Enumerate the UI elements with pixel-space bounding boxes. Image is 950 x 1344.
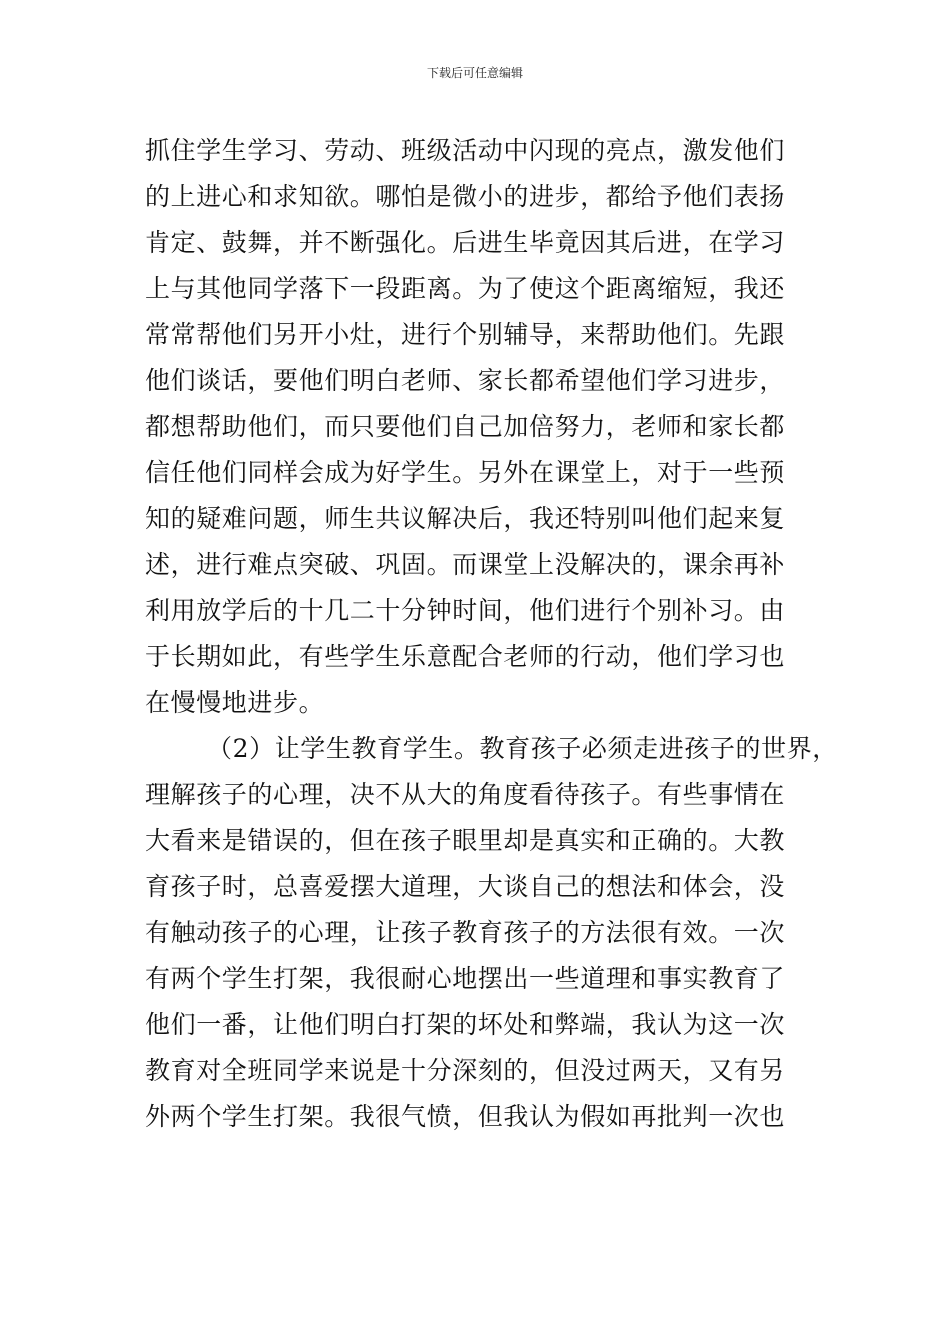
text-line: 他们一番，让他们明白打架的坏处和弊端，我认为这一次 — [145, 1010, 786, 1039]
text-line: 都想帮助他们，而只要他们自己加倍努力，老师和家长都 — [145, 412, 786, 441]
text-line: 知的疑难问题，师生共议解决后，我还特别叫他们起来复 — [145, 504, 786, 533]
text-line: 利用放学后的十几二十分钟时间，他们进行个别补习。由 — [145, 596, 786, 625]
text-line: 教育对全班同学来说是十分深刻的，但没过两天，又有另 — [145, 1056, 786, 1085]
text-line: 在慢慢地进步。 — [145, 688, 325, 717]
text-line: 抓住学生学习、劳动、班级活动中闪现的亮点，激发他们 — [145, 136, 786, 165]
text-line: 的上进心和求知欲。哪怕是微小的进步，都给予他们表扬 — [145, 182, 786, 211]
text-line: 上与其他同学落下一段距离。为了使这个距离缩短，我还 — [145, 274, 786, 303]
text-line: 于长期如此，有些学生乐意配合老师的行动，他们学习也 — [145, 642, 786, 671]
text-line: 述，进行难点突破、巩固。而课堂上没解决的，课余再补 — [145, 550, 786, 579]
text-line: 大看来是错误的，但在孩子眼里却是真实和正确的。大教 — [145, 826, 786, 855]
text-line: 有触动孩子的心理，让孩子教育孩子的方法很有效。一次 — [145, 918, 786, 947]
text-line: 外两个学生打架。我很气愤，但我认为假如再批判一次也 — [145, 1102, 786, 1131]
text-line: 信任他们同样会成为好学生。另外在课堂上，对于一些预 — [145, 458, 786, 487]
page-header: 下载后可任意编辑 — [426, 66, 523, 80]
paragraph-start-line: （2）让学生教育学生。教育孩子必须走进孩子的世界， — [207, 734, 838, 763]
text-line: 肯定、鼓舞，并不断强化。后进生毕竟因其后进，在学习 — [145, 228, 786, 257]
text-line: 育孩子时，总喜爱摆大道理，大谈自己的想法和体会，没 — [145, 872, 786, 901]
text-line: 他们谈话，要他们明白老师、家长都希望他们学习进步， — [145, 366, 786, 395]
text-line: 有两个学生打架，我很耐心地摆出一些道理和事实教育了 — [145, 964, 786, 993]
text-line: 理解孩子的心理，决不从大的角度看待孩子。有些事情在 — [145, 780, 786, 809]
text-line: 常常帮他们另开小灶，进行个别辅导，来帮助他们。先跟 — [145, 320, 786, 349]
